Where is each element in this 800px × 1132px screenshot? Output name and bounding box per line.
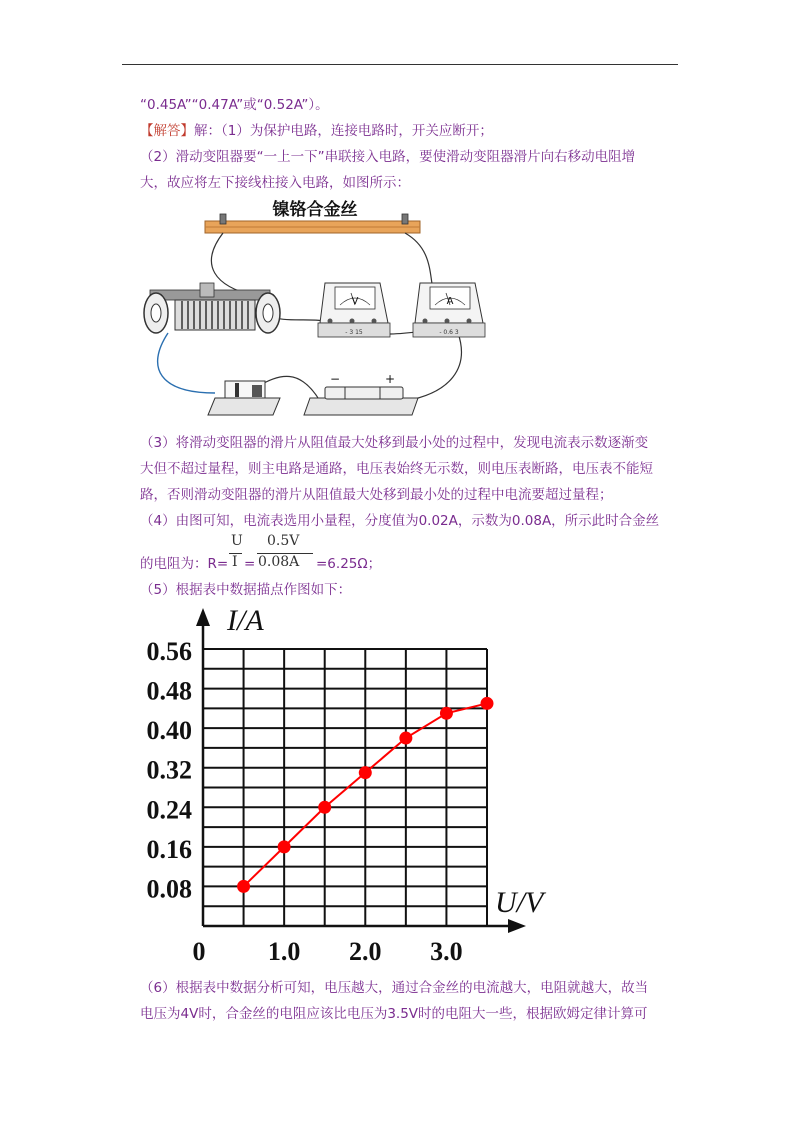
ammeter xyxy=(413,283,485,337)
y-tick-label: 0.48 xyxy=(146,676,192,706)
text-line-10: （5）根据表中数据描点作图如下： xyxy=(140,582,352,598)
formula-equals: = xyxy=(244,556,256,572)
text-line-4: 大，故应将左下接线柱接入电路，如图所示： xyxy=(140,175,410,191)
voltmeter-terminals: - 3 15 xyxy=(345,329,363,336)
y-tick-label: 0.32 xyxy=(146,755,192,785)
answer-text: 解：（1）为保护电路，连接电路时，开关应断开； xyxy=(194,123,493,139)
x-axis-arrow xyxy=(508,919,526,933)
data-point xyxy=(481,697,494,710)
y-tick-label: 0.56 xyxy=(146,637,192,666)
y-tick-label: 0.40 xyxy=(146,716,192,746)
data-point xyxy=(318,801,331,814)
battery xyxy=(304,372,418,415)
header-rule xyxy=(122,64,678,65)
text-line-3: （2）滑动变阻器要“一上一下”串联接入电路，要使滑动变阻器滑片向右移动电阻增 xyxy=(140,149,636,165)
fraction-u-over-i xyxy=(229,533,243,577)
data-point xyxy=(399,732,412,745)
data-point xyxy=(237,880,250,893)
battery-minus: − xyxy=(330,372,341,386)
circuit-diagram xyxy=(140,193,500,428)
wire-terminal-left xyxy=(220,214,226,224)
fraction-numerator-voltage: 0.5V xyxy=(267,533,300,549)
ammeter-label: A xyxy=(446,296,454,307)
alloy-wire-label: 镍铬合金丝 xyxy=(272,200,358,220)
voltmeter-label: V xyxy=(351,296,359,307)
text-line-11: （6）根据表中数据分析可知，电压越大，通过合金丝的电流越大，电阻就越大，故当 xyxy=(140,980,649,996)
text-line-5: （3）将滑动变阻器的滑片从阻值最大处移到最小处的过程中，发现电流表示数逐渐变 xyxy=(140,435,649,451)
fraction-denominator-i: I xyxy=(232,554,238,570)
x-tick-label: 2.0 xyxy=(349,937,382,966)
text-line-12: 电压为4V时，合金丝的电阻应该比电压为3.5V时的电阻大一些，根据欧姆定律计算可 xyxy=(140,1006,648,1022)
ammeter-terminals: - 0.6 3 xyxy=(439,329,459,336)
text-line-6: 大但不超过量程，则主电路是通路，电压表始终无示数，则电压表断路，电压表不能短 xyxy=(140,461,653,477)
iu-chart xyxy=(130,604,544,966)
y-tick-label: 0.08 xyxy=(146,874,192,904)
fraction-numerator-u: U xyxy=(231,533,243,549)
y-tick-label: 0.16 xyxy=(146,834,192,864)
x-tick-label: 0 xyxy=(192,937,206,966)
text-line-8: （4）由图可知，电流表选用小量程，分度值为0.02A，示数为0.08A，所示此时合金丝 xyxy=(140,513,660,529)
x-axis-label: U/V xyxy=(495,886,544,919)
wire-terminal-right xyxy=(402,214,408,224)
fraction-values xyxy=(257,533,315,577)
data-point xyxy=(359,766,372,779)
y-tick-label: 0.24 xyxy=(146,795,192,825)
answer-tag: 【解答】 xyxy=(140,123,194,139)
text-line-1: “0.45A”“0.47A”或“0.52A”）。 xyxy=(140,97,329,113)
x-tick-label: 3.0 xyxy=(430,937,463,966)
switch xyxy=(208,381,280,415)
data-point xyxy=(440,707,453,720)
data-point xyxy=(278,840,291,853)
voltmeter xyxy=(318,283,390,337)
x-tick-label: 1.0 xyxy=(267,937,301,966)
text-line-7: 路，否则滑动变阻器的滑片从阻值最大处移到最小处的过程中电流要超过量程； xyxy=(140,487,613,503)
y-axis-arrow xyxy=(196,608,210,626)
rheostat xyxy=(144,283,280,333)
formula-result: =6.25Ω； xyxy=(316,556,382,572)
text-line-2 xyxy=(140,122,493,140)
fraction-denominator-current: 0.08A xyxy=(258,554,300,570)
y-axis-label: I/A xyxy=(227,604,264,637)
battery-plus: + xyxy=(385,372,396,386)
formula-prefix: 的电阻为：R= xyxy=(140,556,229,572)
